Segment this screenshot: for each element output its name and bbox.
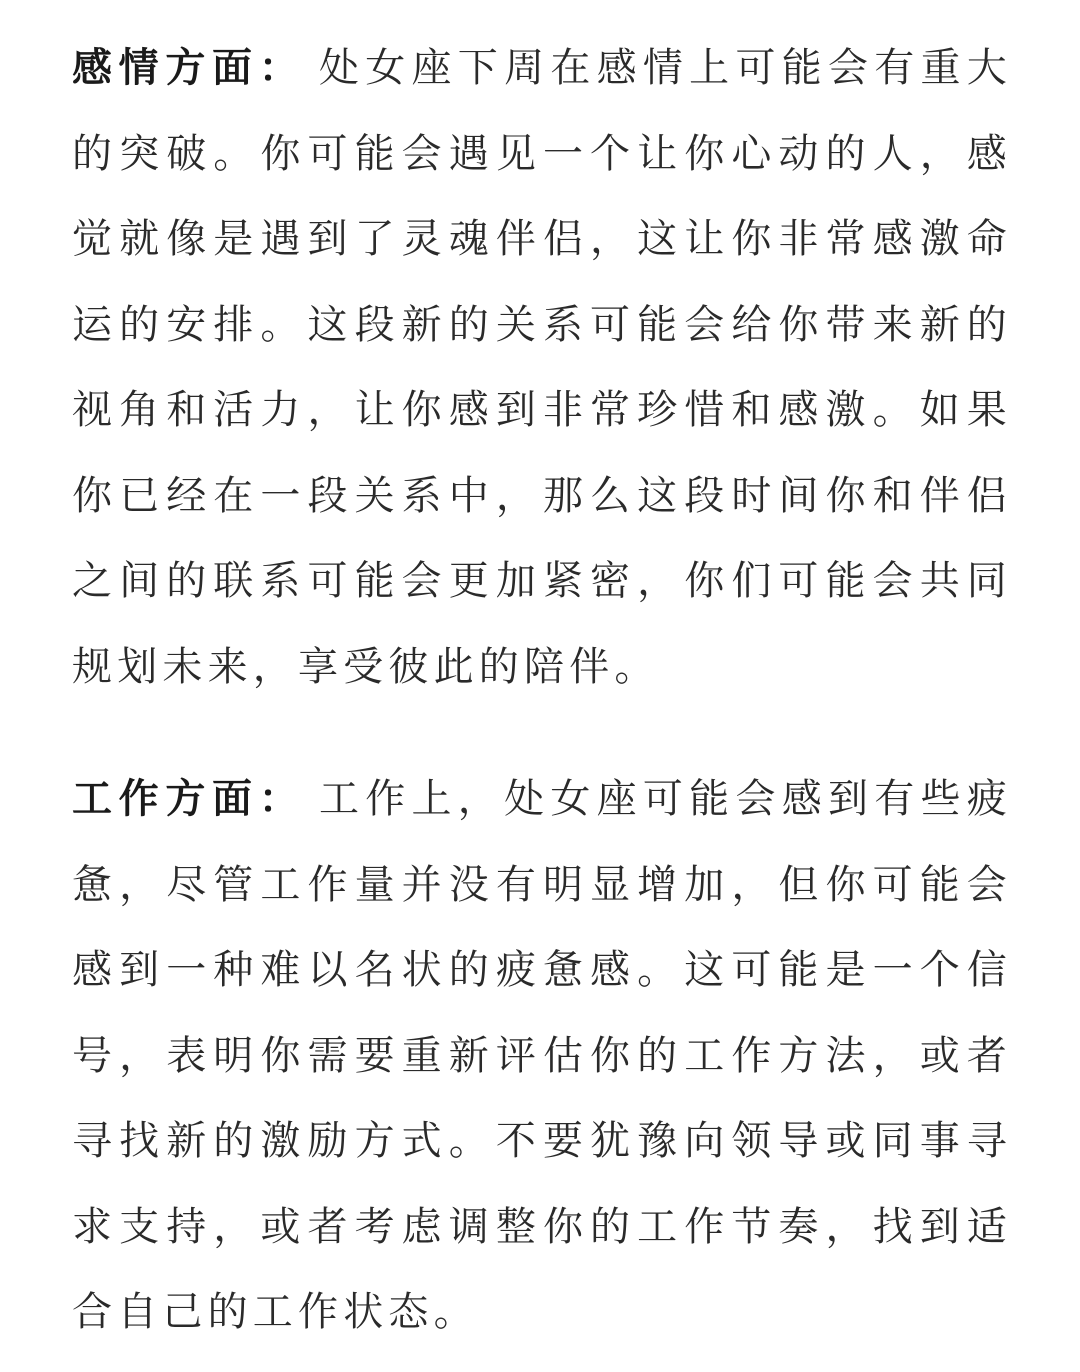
work-section	[72, 757, 1012, 1356]
love-body: 处女座下周在感情上可能会有重大的突破。你可能会遇见一个让你心动的人，感觉就像是遇到了灵魂伴侣，这让你非常感激命运的安排。这段新的关系可能会给你带来新的视角和活力，让你感到非常珍惜和感激。如果你已经在一段关系中，那么这段时间你和伴侣之间的联系可能会更加紧密，你们可能会共同规划未来，享受彼此的陪伴。	[72, 45, 1013, 690]
love-heading-colon: ：	[258, 45, 305, 91]
horoscope-article	[72, 26, 1012, 1356]
work-body: 工作上，处女座可能会感到有些疲惫，尽管工作量并没有明显增加，但你可能会感到一种难以名状的疲惫感。这可能是一个信号，表明你需要重新评估你的工作方法，或者寻找新的激励方式。不要犹豫向领导或同事寻求支持，或者考虑调整你的工作节奏，找到适合自己的工作状态。	[72, 776, 1013, 1335]
love-heading: 感情方面	[72, 45, 259, 91]
love-section	[72, 26, 1012, 710]
work-heading: 工作方面	[72, 776, 259, 822]
work-heading-colon: ：	[258, 776, 305, 822]
